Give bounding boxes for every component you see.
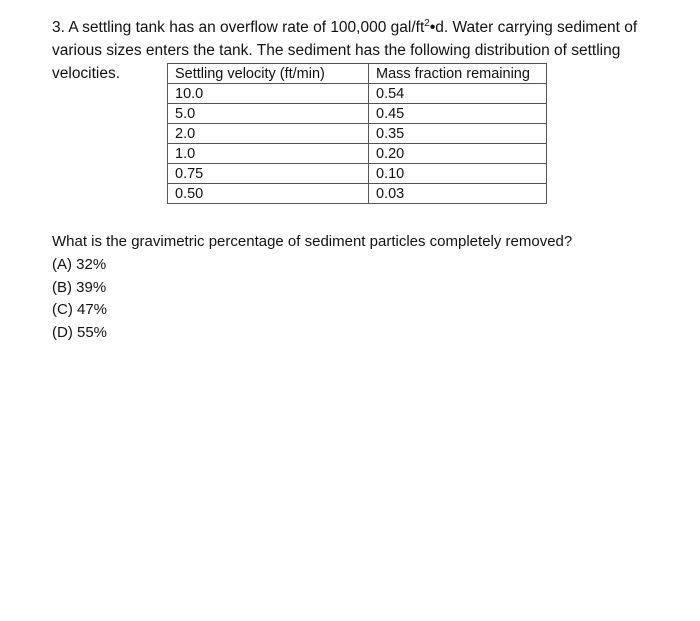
choice-c: (C) 47%	[52, 301, 108, 318]
bullet-dot: •	[429, 19, 436, 36]
table-row	[168, 144, 547, 164]
problem-text-part1: A settling tank has an overflow rate of 100,000 gal/ft	[64, 19, 425, 36]
settling-velocity-cell: 0.50	[168, 184, 369, 204]
superscript-exponent: 2	[424, 18, 430, 29]
table-header-row	[168, 64, 547, 84]
problem-text-part2: d. Water carrying sediment of various sizes enters the tank. The sediment has the following distribution of settling velocities.	[52, 19, 638, 82]
mass-fraction-cell: 0.10	[369, 164, 547, 184]
question-text: What is the gravimetric percentage of sediment particles completely removed?	[52, 233, 573, 250]
settling-velocity-cell: 10.0	[168, 84, 369, 104]
choice-d: (D) 55%	[52, 323, 108, 341]
table-row	[168, 124, 547, 144]
table-row	[168, 104, 547, 124]
table-row	[168, 84, 547, 104]
settling-velocity-cell: 5.0	[168, 104, 369, 124]
settling-velocity-cell: 2.0	[168, 124, 369, 144]
choice-b: (B) 39%	[52, 278, 107, 296]
header-mass-fraction: Mass fraction remaining	[369, 64, 547, 84]
table-row	[168, 164, 547, 184]
settling-velocity-table	[167, 63, 547, 204]
mass-fraction-cell: 0.54	[369, 84, 547, 104]
mass-fraction-cell: 0.20	[369, 144, 547, 164]
settling-velocity-cell: 1.0	[168, 144, 369, 164]
choice-a: (A) 32%	[52, 256, 107, 273]
mass-fraction-cell: 0.45	[369, 104, 547, 124]
mass-fraction-cell: 0.03	[369, 184, 547, 204]
answer-choices	[52, 254, 107, 344]
problem-number: 3.	[52, 19, 65, 36]
settling-velocity-cell: 0.75	[168, 164, 369, 184]
table-row	[168, 184, 547, 204]
header-settling-velocity: Settling velocity (ft/min)	[168, 64, 369, 84]
mass-fraction-cell: 0.35	[369, 124, 547, 144]
